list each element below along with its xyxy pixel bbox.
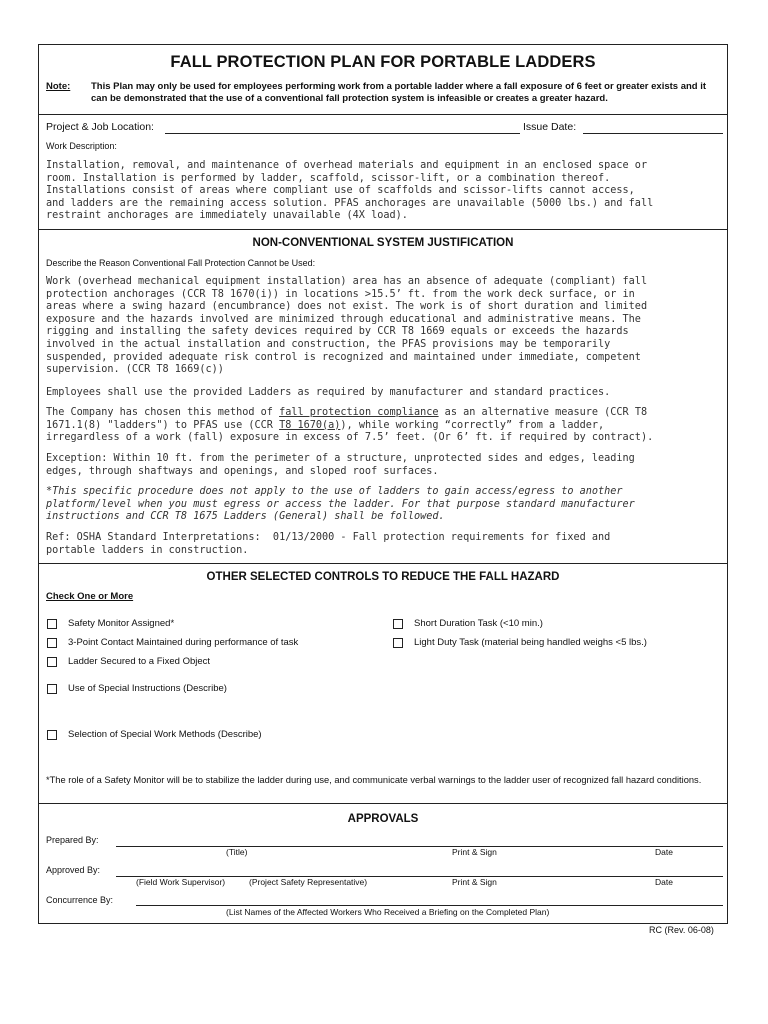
text-line: Installation, removal, and maintenance of overhead materials and equipment in an enclosed space or xyxy=(46,160,648,171)
date-caption: Date xyxy=(655,877,673,887)
text-line: areas where a swing hazard (encumbrance) does not exist. The work is of short duration and limited xyxy=(46,301,648,313)
divider xyxy=(39,229,727,230)
text-line: Installations consist of areas where compliant use of scaffolds and scissor-lifts cannot access, xyxy=(46,185,635,197)
text-line: exposure and the hazards involved are minimized through educational and administrative means. The xyxy=(46,313,641,325)
checkbox-label: Selection of Special Work Methods (Describe) xyxy=(68,729,262,740)
divider xyxy=(39,563,727,564)
text-span: ), while working “correctly” from a ladder, xyxy=(340,419,605,431)
text-span: as an alternative measure (CCR T8 xyxy=(438,407,648,418)
prepared-by-label: Prepared By: xyxy=(46,835,99,845)
text-line: Work (overhead mechanical equipment installation) area has an absence of adequate (compliant) fall xyxy=(46,276,648,287)
text-line: suspended, provided adequate risk control is recognized and maintained under immediate, competent xyxy=(46,351,641,363)
text-line: Employees shall use the provided Ladders as required by manufacturer and standard practices. xyxy=(46,387,611,398)
work-description-label: Work Description: xyxy=(46,141,117,151)
text-line: room. Installation is performed by ladder, scaffold, scissor-lift, or a combination thereof. xyxy=(46,172,611,184)
text-line xyxy=(46,407,647,420)
approved-by-label: Approved By: xyxy=(46,865,101,875)
text-line: rigging and installing the safety devices required by CCR T8 1669 equals or exceeds the hazards xyxy=(46,326,629,338)
text-line: restraint anchorages are immediately unavailable (4X load). xyxy=(46,210,408,222)
checkbox-label: Light Duty Task (material being handled weighs <5 lbs.) xyxy=(414,637,647,648)
issue-date-label: Issue Date: xyxy=(523,121,577,133)
print-sign-caption: Print & Sign xyxy=(452,877,497,887)
text-line: Exception: Within 10 ft. from the perimeter of a structure, unprotected sides and edges, leading xyxy=(46,453,635,464)
underlined-text: fall protection compliance xyxy=(279,407,439,418)
revision-label: RC (Rev. 06-08) xyxy=(649,925,714,935)
form-title: FALL PROTECTION PLAN FOR PORTABLE LADDERS xyxy=(170,53,596,71)
text-line: involved in the actual installation and construction, the PFAS provisions may be temporarily xyxy=(46,339,611,350)
text-line: supervision. (CCR T8 1669(c)) xyxy=(46,364,224,376)
divider xyxy=(39,803,727,804)
issue-date-field[interactable] xyxy=(583,133,723,134)
text-line: portable ladders in construction. xyxy=(46,544,249,556)
date-caption: Date xyxy=(655,847,673,857)
checkbox-box[interactable] xyxy=(47,684,57,694)
prepared-by-field[interactable] xyxy=(116,846,723,847)
safety-monitor-footnote: *The role of a Safety Monitor will be to stabilize the ladder during use, and communicate verbal warnings to the ladder user of recognized fall hazard conditions. xyxy=(46,775,702,785)
fall-protection-form xyxy=(38,44,728,924)
checkbox-box[interactable] xyxy=(47,619,57,629)
concurrence-by-label: Concurrence By: xyxy=(46,895,114,905)
checkbox-box[interactable] xyxy=(393,619,403,629)
note-text: This Plan may only be used for employees performing work from a portable ladder where a fall exposure of 6 feet or greater exists and it can be demonstrated that the use of a conventional fall protection system is infeasible or creates a greater hazard. xyxy=(91,81,707,104)
text-line: instructions and CCR T8 1675 Ladders (General) shall be followed. xyxy=(46,511,445,523)
text-line xyxy=(46,420,604,433)
checkbox-box[interactable] xyxy=(393,638,403,648)
approvals-heading: APPROVALS xyxy=(347,813,419,825)
concurrence-by-field[interactable] xyxy=(136,905,723,906)
check-one-or-more-label: Check One or More xyxy=(46,591,134,602)
underlined-text: T8 1670(a) xyxy=(279,419,341,431)
concurrence-caption: (List Names of the Affected Workers Who Received a Briefing on the Completed Plan) xyxy=(226,907,550,917)
checkbox-box[interactable] xyxy=(47,657,57,667)
justification-heading: NON-CONVENTIONAL SYSTEM JUSTIFICATION xyxy=(252,237,514,249)
text-line: platform/level when you must egress or access the ladder. For that purpose standard manufacturer xyxy=(46,498,635,510)
checkbox-label: Ladder Secured to a Fixed Object xyxy=(68,656,211,667)
project-location-label: Project & Job Location: xyxy=(46,121,154,133)
checkbox-label: Short Duration Task (<10 min.) xyxy=(414,618,543,629)
text-line: and ladders are the remaining access solution. PFAS anchorages are unavailable (5000 lbs.) and fall xyxy=(46,197,654,209)
checkbox-box[interactable] xyxy=(47,730,57,740)
text-span: The Company has chosen this method of xyxy=(46,407,280,418)
text-line: protection anchorages (CCR T8 1670(i)) in locations >15.5’ ft. from the work deck surface, or in xyxy=(46,288,635,300)
controls-heading: OTHER SELECTED CONTROLS TO REDUCE THE FALL HAZARD xyxy=(206,571,560,583)
checkbox-label: Use of Special Instructions (Describe) xyxy=(68,683,227,694)
text-span: 1671.1(8) "ladders") to PFAS use (CCR xyxy=(46,419,280,431)
checkbox-label: 3-Point Contact Maintained during performance of task xyxy=(68,637,299,648)
checkbox-label: Safety Monitor Assigned* xyxy=(68,618,175,629)
print-sign-caption: Print & Sign xyxy=(452,847,497,857)
note-label: Note: xyxy=(46,81,71,92)
field-supervisor-caption: (Field Work Supervisor) xyxy=(136,877,226,887)
checkbox-box[interactable] xyxy=(47,638,57,648)
divider xyxy=(39,114,727,115)
text-line: irregardless of a work (fall) exposure in excess of 7.5’ feet. (Or 6’ ft. if required by contract). xyxy=(46,432,654,444)
text-line: edges, through shaftways and openings, and sloped roof surfaces. xyxy=(46,465,439,477)
justification-prompt: Describe the Reason Conventional Fall Protection Cannot be Used: xyxy=(46,258,316,268)
project-location-field[interactable] xyxy=(165,133,520,134)
text-line: *This specific procedure does not apply to the use of ladders to gain access/egress to another xyxy=(46,486,623,497)
title-caption: (Title) xyxy=(226,847,248,857)
safety-rep-caption: (Project Safety Representative) xyxy=(249,877,368,887)
text-line: Ref: OSHA Standard Interpretations: 01/13/2000 - Fall protection requirements for fixed and xyxy=(46,532,611,543)
